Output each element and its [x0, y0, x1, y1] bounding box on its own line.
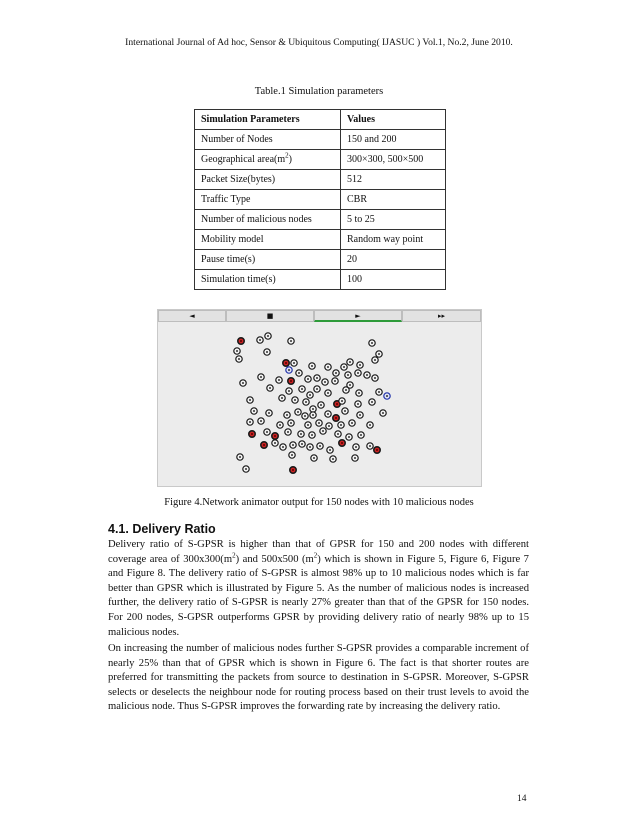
param-value: 150 and 200 — [341, 130, 446, 150]
node-center-dot — [355, 446, 357, 448]
node-center-dot — [344, 410, 346, 412]
param-name: Number of Nodes — [195, 130, 341, 150]
node-center-dot — [263, 444, 265, 446]
node-center-dot — [357, 372, 359, 374]
node-center-dot — [348, 436, 350, 438]
node-center-dot — [318, 422, 320, 424]
node-center-dot — [366, 374, 368, 376]
node-center-dot — [376, 449, 378, 451]
param-value: Random way point — [341, 230, 446, 250]
node-center-dot — [307, 424, 309, 426]
column-header: Values — [341, 110, 446, 130]
node-center-dot — [378, 391, 380, 393]
table-row — [195, 130, 446, 150]
table-row — [195, 170, 446, 190]
node-center-dot — [313, 457, 315, 459]
param-name: Pause time(s) — [195, 250, 341, 270]
param-name-text: Geographical $area(m^2)$ — [201, 151, 292, 165]
param-value: 20 — [341, 250, 446, 270]
node-center-dot — [312, 414, 314, 416]
param-value: CBR — [341, 190, 446, 210]
play-button[interactable]: ► — [314, 310, 402, 322]
node-center-dot — [274, 442, 276, 444]
table-header-row — [195, 110, 446, 130]
node-center-dot — [316, 377, 318, 379]
section-title: 4.1. Delivery Ratio — [108, 522, 216, 536]
node-center-dot — [369, 445, 371, 447]
node-center-dot — [316, 388, 318, 390]
figure-caption: Figure 4.Network animator output for 150 nodes with 10 malicious nodes — [164, 497, 474, 508]
table-caption: Table.1 Simulation parameters — [254, 86, 384, 97]
node-center-dot — [297, 411, 299, 413]
node-center-dot — [285, 362, 287, 364]
node-center-dot — [349, 361, 351, 363]
node-center-dot — [341, 442, 343, 444]
table-row — [195, 270, 446, 290]
node-center-dot — [312, 408, 314, 410]
node-center-dot — [249, 421, 251, 423]
node-center-dot — [301, 388, 303, 390]
node-center-dot — [298, 372, 300, 374]
node-center-dot — [386, 395, 388, 397]
node-center-dot — [327, 366, 329, 368]
paragraph-1 — [108, 538, 529, 640]
node-center-dot — [242, 382, 244, 384]
node-center-dot — [322, 430, 324, 432]
node-center-dot — [307, 378, 309, 380]
paragraph-2: On increasing the number of malicious nodes further S-GPSR provides a comparable increment of nearly 25% than that of GPSR which is shown in Figure 6. The fact is that shorter routes are preferred for transmitting the packets from source to destination in S-GPSR. Moreover, S-GPSR selects or deselects the neighbour node for routing process based on their trust levels to avoid the malicious node. Thus S-GPSR improves the forwarding rate by increasing the delivery ratio. — [108, 643, 529, 713]
node-center-dot — [305, 401, 307, 403]
node-center-dot — [268, 412, 270, 414]
node-center-dot — [371, 401, 373, 403]
node-center-dot — [260, 376, 262, 378]
node-center-dot — [269, 387, 271, 389]
node-center-dot — [358, 392, 360, 394]
node-center-dot — [239, 456, 241, 458]
node-center-dot — [359, 364, 361, 366]
node-center-dot — [300, 433, 302, 435]
node-center-dot — [341, 400, 343, 402]
node-center-dot — [301, 443, 303, 445]
node-center-dot — [278, 379, 280, 381]
node-center-dot — [286, 414, 288, 416]
node-center-dot — [324, 381, 326, 383]
node-center-dot — [359, 414, 361, 416]
node-center-dot — [345, 389, 347, 391]
node-center-dot — [311, 365, 313, 367]
node-center-dot — [291, 454, 293, 456]
node-center-dot — [288, 369, 290, 371]
network-animator-figure — [157, 309, 482, 487]
node-center-dot — [311, 434, 313, 436]
node-center-dot — [335, 372, 337, 374]
node-center-dot — [249, 399, 251, 401]
param-value: 512 — [341, 170, 446, 190]
node-center-dot — [236, 350, 238, 352]
node-center-dot — [309, 394, 311, 396]
node-center-dot — [240, 340, 242, 342]
node-center-dot — [332, 458, 334, 460]
table-row — [195, 210, 446, 230]
node-center-dot — [292, 469, 294, 471]
node-center-dot — [282, 446, 284, 448]
p1-text-b: ) and 500x500 (m — [235, 553, 314, 565]
node-center-dot — [260, 420, 262, 422]
node-center-dot — [267, 335, 269, 337]
column-header: Simulation Parameters — [195, 110, 341, 130]
node-center-dot — [245, 468, 247, 470]
node-field — [158, 322, 481, 486]
param-name — [195, 150, 341, 170]
node-center-dot — [290, 422, 292, 424]
node-center-dot — [340, 424, 342, 426]
node-center-dot — [382, 412, 384, 414]
node-center-dot — [334, 380, 336, 382]
p1-text-a: Delivery ratio of S-GPSR is higher than that of GPSR for 150 and 200 nodes with different coverage area of 300x300(m — [108, 539, 529, 565]
p1-superscript: 2 — [232, 551, 236, 560]
node-center-dot — [319, 445, 321, 447]
simulation-parameters-table — [194, 109, 446, 290]
node-center-dot — [290, 340, 292, 342]
node-center-dot — [336, 403, 338, 405]
node-center-dot — [337, 433, 339, 435]
p1-superscript: 2 — [313, 551, 318, 560]
table-row — [195, 150, 446, 170]
rewind-button[interactable]: ◄ — [158, 310, 226, 322]
node-center-dot — [274, 435, 276, 437]
p1-text-c: ) which is shown in Figure 5, Figure 6, Figure 7 and Figure 8. The delivery ratio of S-GPSR is almost 98% up to 10 malicious nodes which is far better than GPSR which is illustrated by Figure 5. As the number of malicious nodes is increased further, the delivery ratio of S-GPSR is nearly 27% greater than that of the GPSR for 150 nodes. For 200 nodes, S-GPSR outperforms GPSR by providing delivery ratio of nearly 98% up to 15 malicious nodes. — [108, 553, 529, 638]
node-center-dot — [351, 422, 353, 424]
node-center-dot — [294, 399, 296, 401]
node-center-dot — [293, 362, 295, 364]
node-center-dot — [253, 410, 255, 412]
node-center-dot — [327, 392, 329, 394]
node-center-dot — [266, 431, 268, 433]
node-center-dot — [238, 358, 240, 360]
node-center-dot — [266, 351, 268, 353]
node-center-dot — [374, 359, 376, 361]
node-center-dot — [328, 425, 330, 427]
node-center-dot — [378, 353, 380, 355]
param-value: 100 — [341, 270, 446, 290]
page-number: 14 — [517, 794, 527, 804]
node-center-dot — [287, 431, 289, 433]
node-center-dot — [374, 377, 376, 379]
node-center-dot — [327, 413, 329, 415]
node-center-dot — [290, 380, 292, 382]
node-center-dot — [329, 449, 331, 451]
node-center-dot — [279, 424, 281, 426]
table-row — [195, 250, 446, 270]
node-center-dot — [349, 384, 351, 386]
node-center-dot — [281, 397, 283, 399]
node-center-dot — [343, 366, 345, 368]
node-center-dot — [309, 446, 311, 448]
node-center-dot — [304, 415, 306, 417]
param-name: Number of malicious nodes — [195, 210, 341, 230]
node-center-dot — [288, 390, 290, 392]
table-row — [195, 190, 446, 210]
node-center-dot — [292, 444, 294, 446]
node-center-dot — [357, 403, 359, 405]
node-center-dot — [251, 433, 253, 435]
param-value: 5 to 25 — [341, 210, 446, 230]
node-center-dot — [369, 424, 371, 426]
node-center-dot — [320, 404, 322, 406]
node-center-dot — [347, 374, 349, 376]
param-value: 300×300, 500×500 — [341, 150, 446, 170]
param-name: Packet Size(bytes) — [195, 170, 341, 190]
stop-button[interactable]: ■ — [226, 310, 314, 322]
fast-forward-button[interactable]: ▸▸ — [402, 310, 481, 322]
running-header: International Journal of Ad hoc, Sensor & Ubiquitous Computing( IJASUC ) Vol.1, No.2, June 2010. — [125, 37, 513, 48]
node-center-dot — [360, 434, 362, 436]
param-name: Mobility model — [195, 230, 341, 250]
node-center-dot — [259, 339, 261, 341]
param-name: Traffic Type — [195, 190, 341, 210]
node-center-dot — [335, 417, 337, 419]
node-center-dot — [354, 457, 356, 459]
node-center-dot — [371, 342, 373, 344]
param-name: Simulation time(s) — [195, 270, 341, 290]
table-row — [195, 230, 446, 250]
